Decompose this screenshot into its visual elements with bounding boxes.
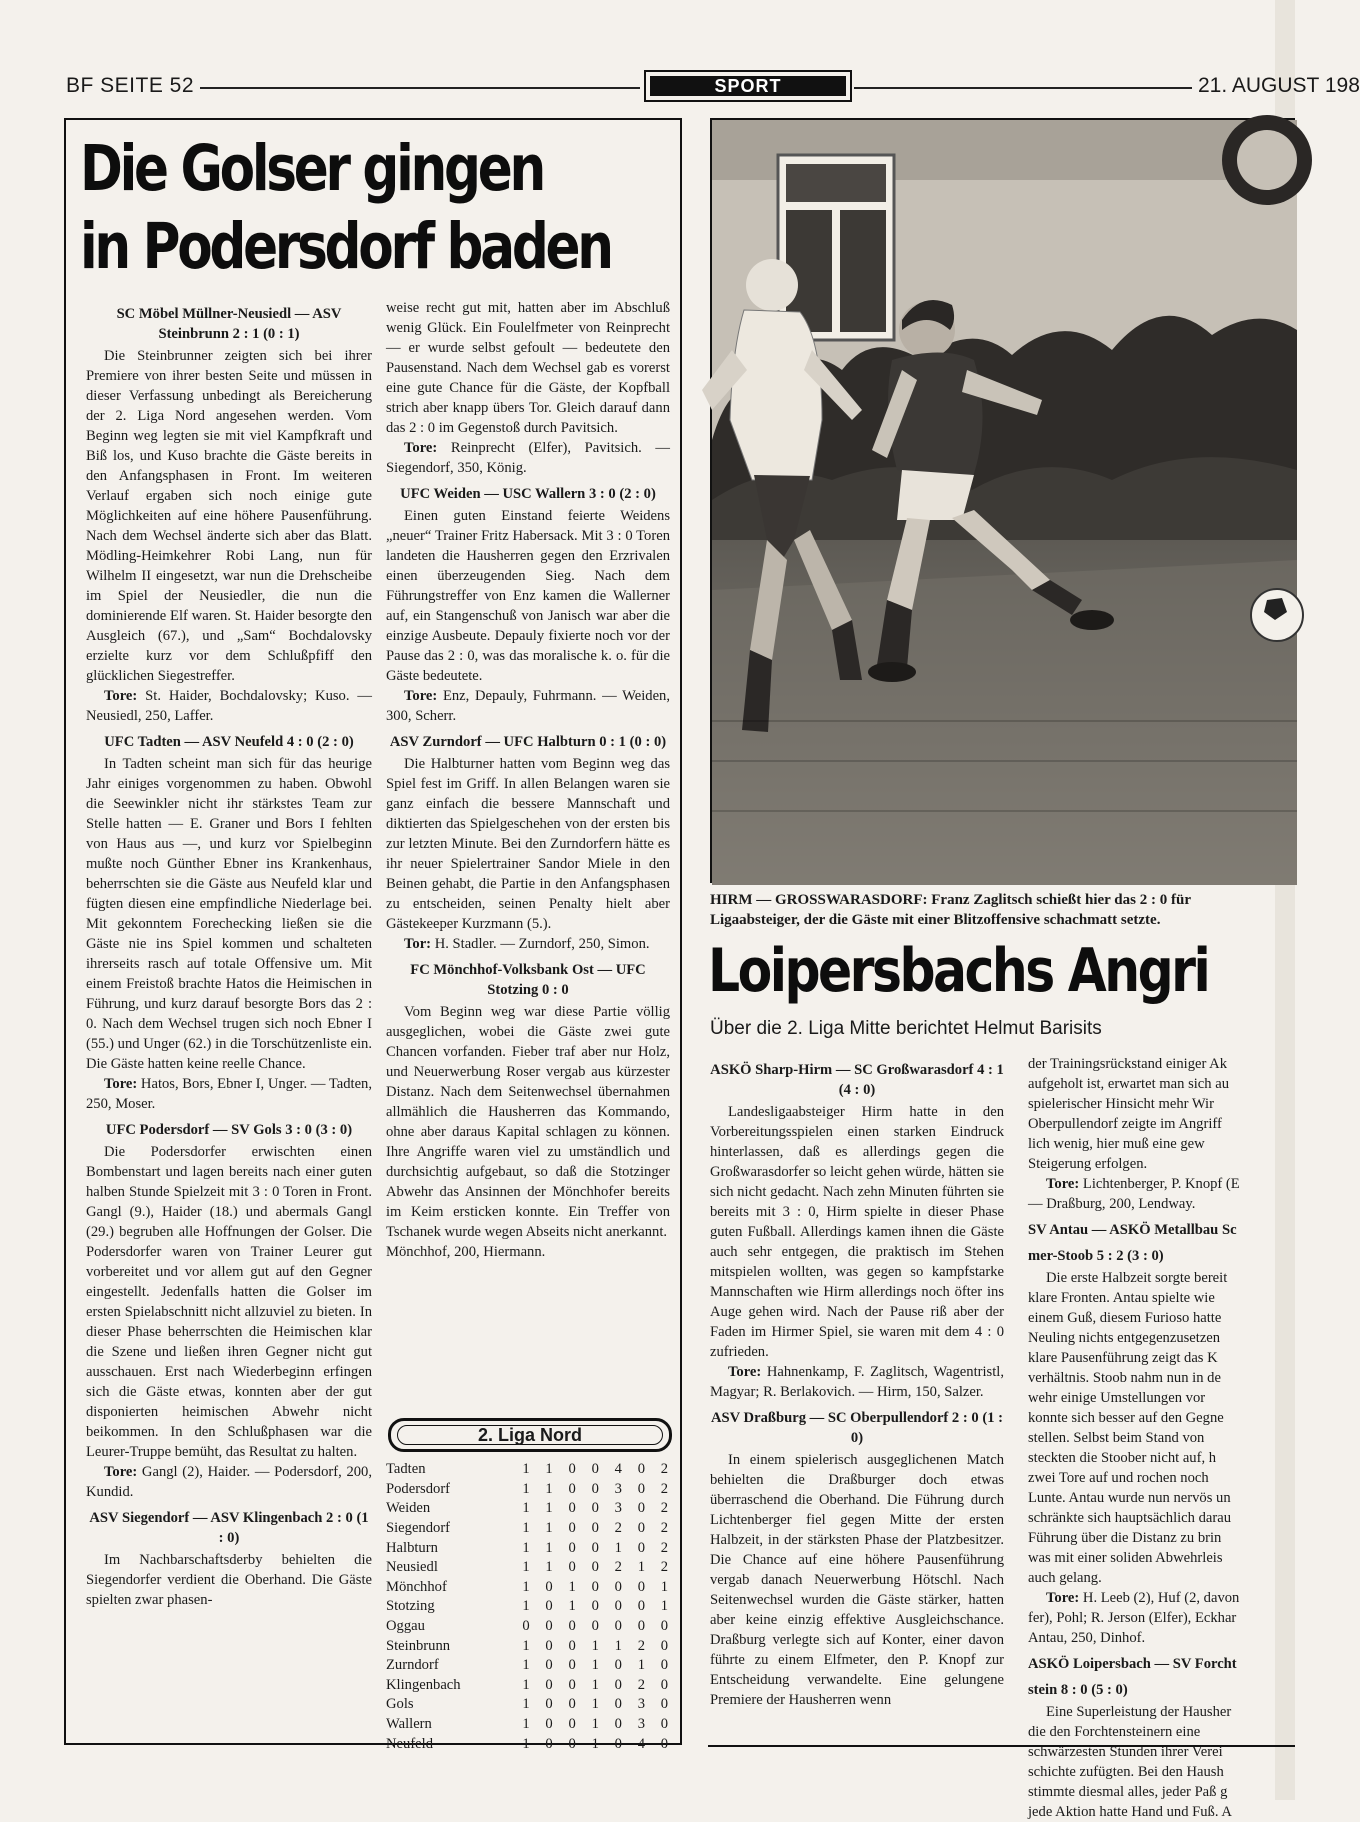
standings-value: 0 <box>568 1637 576 1654</box>
standings-value: 1 <box>591 1716 599 1733</box>
goals-text: Enz, Depauly, Fuhrmann. — Weiden, 300, Scherr. <box>386 688 670 724</box>
match-heading: stein 8 : 0 (5 : 0) <box>1028 1682 1128 1698</box>
goals-line <box>386 686 670 726</box>
standings-row <box>386 1558 676 1578</box>
standings-value: 0 <box>568 1539 576 1556</box>
standings-value: 2 <box>660 1461 669 1478</box>
match-heading: ASKÖ Sharp-Hirm — SC Großwarasdorf 4 : 1 (4 : 0) <box>710 1062 1004 1098</box>
article-paragraph: Steigerung erfolgen. <box>1028 1156 1148 1172</box>
standings-value: 0 <box>568 1500 576 1517</box>
standings-value: 0 <box>568 1696 576 1713</box>
article-subhead: Über die 2. Liga Mitte berichtet Helmut Barisits <box>710 1018 1102 1039</box>
standings-value: 0 <box>660 1735 669 1752</box>
standings-row <box>386 1460 676 1480</box>
goals-label: Tore: <box>104 1464 138 1480</box>
article-headline <box>80 130 611 286</box>
goals-text: H. Stadler. — Zurndorf, 250, Simon. <box>434 936 650 952</box>
standings-value: 0 <box>522 1618 530 1635</box>
goals-text: H. Leeb (2), Huf (2, davon <box>1082 1590 1240 1606</box>
article-golser <box>64 118 682 1752</box>
standings-value: 0 <box>568 1716 576 1733</box>
standings-value: 0 <box>614 1598 622 1615</box>
standings-value: 0 <box>637 1480 646 1497</box>
standings-value: 0 <box>545 1716 553 1733</box>
article-paragraph: klare Fronten. Antau spielte wie <box>1028 1290 1215 1306</box>
team-name: Gols <box>386 1696 414 1713</box>
standings-value: 2 <box>637 1637 646 1654</box>
article-paragraph: Die Steinbrunner zeigten sich bei ihrer Premiere von ihrer besten Seite und müssen in dieser Verfassung unbedingt als Bereicherung der 2. Liga Nord angesehen werden. Vom Beginn weg legten sie mit viel Kampfkraft und Biß los, und Kuso brachte die Gäste bereits in den Anfangsphasen in Front. Im weiteren Verlauf ergaben sich noch einige gute Möglichkeiten auf eine höhere Pausenführung. Nach dem Wechsel änderte sich aber das Blatt. Mödling-Heimkehrer Robi Lang, nun für Wilhelm II eingesetzt, war nun die Drehscheibe im Spiel der Neusiedler, die nun die dominierende Elf waren. St. Haider besorgte den Ausgleich (67.), und „Sam“ Bochdalovsky erzielte kurz vor dem Schlußpfiff den glücklichen Siegestreffer. <box>86 348 372 684</box>
standings-value: 0 <box>568 1657 576 1674</box>
standings-table <box>386 1460 676 1754</box>
article-column-4 <box>1028 1054 1295 1820</box>
standings-value: 1 <box>522 1539 530 1556</box>
standings-value: 0 <box>660 1657 669 1674</box>
standings-value: 0 <box>660 1618 669 1635</box>
match-heading: ASKÖ Loipersbach — SV Forcht <box>1028 1656 1237 1672</box>
goals-line <box>1028 1588 1295 1608</box>
standings-value: 2 <box>660 1559 669 1576</box>
goals-text: Gangl (2), Haider. — Podersdorf, 200, Kundid. <box>86 1464 372 1500</box>
standings-value: 0 <box>660 1676 669 1693</box>
article-paragraph: Mönchhof, 200, Hiermann. <box>386 1244 546 1260</box>
article-paragraph: schränkte sich hauptsächlich darau <box>1028 1510 1232 1526</box>
article-column-1 <box>86 298 372 1733</box>
article-paragraph: Antau, 250, Dinhof. <box>1028 1630 1146 1646</box>
goals-text: Hatos, Bors, Ebner I, Unger. — Tadten, 250, Moser. <box>86 1076 372 1112</box>
article-paragraph: spielerischer Hinsicht mehr Wir <box>1028 1096 1214 1112</box>
match-heading: ASV Siegendorf — ASV Klingenbach 2 : 0 (1 : 0) <box>89 1510 369 1546</box>
standings-value: 0 <box>637 1500 646 1517</box>
standings-value: 0 <box>637 1618 646 1635</box>
article-paragraph: weise recht gut mit, hatten aber im Abschluß wenig Glück. Ein Foulelfmeter von Reinprecht — er wurde selbst gefoult — bedeutete den Pausenstand. Nach dem Wechsel gab es vorerst eine gute Chance für die Gäste, der Kopfball strich aber knapp übers Tor. Gleich darauf dann das 2 : 0 im Gegenstoß durch Pavitsich. <box>386 300 670 436</box>
issue-date: 21. AUGUST 198 <box>1198 74 1360 97</box>
article-paragraph: Einen guten Einstand feierte Weidens „neuer“ Trainer Fritz Habersack. Mit 3 : 0 Toren landeten die Hausherren gegen den Erzrivalen einen überzeugenden Sieg. Nach dem Führungstreffer von Enz kamen die Wallerner auf, ein Stangenschuß von Janisch war aber die einzige Ausbeute. Depauly fixierte noch vor der Pause das 2 : 0, was das moralische k. o. für die Gäste bedeutete. <box>386 508 670 684</box>
standings-value: 2 <box>660 1500 669 1517</box>
standings-value: 1 <box>568 1598 576 1615</box>
team-name: Neufeld <box>386 1735 434 1752</box>
team-name: Wallern <box>386 1716 432 1733</box>
article-paragraph: was mit einer soliden Abwehrleis <box>1028 1550 1223 1566</box>
standings-value: 0 <box>614 1618 622 1635</box>
article-paragraph: konnte sich besser auf den Gegne <box>1028 1410 1224 1426</box>
article-paragraph: Neuling nichts entgegenzusetzen <box>1028 1330 1221 1346</box>
article-paragraph: die den Forchtensteinern eine <box>1028 1724 1201 1740</box>
standings-value: 2 <box>614 1520 622 1537</box>
article-paragraph: In Tadten scheint man sich für das heurige Jahr einiges vorgenommen zu haben. Obwohl die Seewinkler nicht ihr stärkstes Team zur Stelle hatten — E. Graner und Bors I fehlten von Haus aus —, und kurz vor Spielbeginn mußte noch Günther Ebner ins Krankenhaus, beherrschten sie die Gäste aus Neufeld klar und fügten diesen eine empfindliche Niederlage bei. Mit gekonntem Forechecking ließen sie die Gäste nie ins Spiel kommen und schalteten ihrerseits rasch auf totale Offensive um. Mit einem Freistoß brachte Hatos die Heimischen in Führung, und kurz darauf besorgte Bors das 2 : 0. Nach dem Wechsel trugen sich noch Ebner I (55.) und Unger (62.) in die Torschützenliste ein. Die Gäste hatten keine reelle Chance. <box>86 756 372 1072</box>
goals-label: Tore: <box>1046 1176 1080 1192</box>
page-number: BF SEITE 52 <box>66 74 195 97</box>
standings-value: 0 <box>637 1520 646 1537</box>
article-paragraph: Im Nachbarschaftsderby behielten die Siegendorfer verdient die Oberhand. Die Gäste spielten zwar phasen- <box>86 1552 372 1608</box>
goals-label: Tore: <box>104 688 138 704</box>
standings-value: 3 <box>637 1716 646 1733</box>
standings-value: 0 <box>591 1559 599 1576</box>
standings-value: 2 <box>614 1559 622 1576</box>
header-rule-left <box>200 87 640 89</box>
standings-value: 3 <box>614 1500 622 1517</box>
standings-row <box>386 1499 676 1519</box>
article-paragraph: fer), Pohl; R. Jerson (Elfer), Eckhar <box>1028 1610 1237 1626</box>
goals-text: Lichtenberger, P. Knopf (E <box>1082 1176 1240 1192</box>
football <box>1251 589 1303 641</box>
standings-value: 0 <box>545 1657 553 1674</box>
standings-value: 1 <box>614 1539 622 1556</box>
article-paragraph: Die erste Halbzeit sorgte bereit <box>1046 1270 1228 1286</box>
standings-value: 1 <box>568 1578 576 1595</box>
article-paragraph: einem Guß, diesem Furioso hatte <box>1028 1310 1222 1326</box>
article-paragraph: lich wenig, hier muß eine gew <box>1028 1136 1205 1152</box>
match-heading: UFC Tadten — ASV Neufeld 4 : 0 (2 : 0) <box>104 734 354 750</box>
team-name: Neusiedl <box>386 1559 438 1576</box>
article-paragraph: Die Halbturner hatten vom Beginn weg das Spiel fest im Griff. In allen Belangen waren sie ganz einfach die bessere Mannschaft und diktierten das Spielgeschehen von der ersten bis zur letzten Minute. Bei den Zurndorfern hätte es ihr neuer Spielertrainer Sandor Miele in den Beinen gehabt, die Partie in den Anfangsphasen zu entscheiden, seinen Penalty hielt aber Gästekeeper Kurzmann (5.). <box>386 756 670 932</box>
section-label: SPORT <box>650 76 846 96</box>
standings-value: 1 <box>522 1696 530 1713</box>
standings-value: 1 <box>591 1735 599 1752</box>
standings-row <box>386 1636 676 1656</box>
goals-label: Tore: <box>1046 1590 1080 1606</box>
goals-text: St. Haider, Bochdalovsky; Kuso. — Neusiedl, 250, Laffer. <box>86 688 373 724</box>
standings-value: 0 <box>568 1676 576 1693</box>
photo-caption <box>710 890 1295 930</box>
standings-value: 1 <box>522 1676 530 1693</box>
standings-value: 0 <box>545 1598 553 1615</box>
standings-value: 1 <box>591 1657 599 1674</box>
team-name: Podersdorf <box>386 1480 451 1497</box>
standings-value: 1 <box>522 1716 530 1733</box>
article-paragraph: schwärzesten Stunden ihrer Verei <box>1028 1744 1223 1760</box>
standings-value: 0 <box>545 1676 553 1693</box>
standings-value: 1 <box>660 1598 669 1615</box>
team-name: Halbturn <box>386 1539 438 1556</box>
team-name: Mönchhof <box>386 1578 447 1595</box>
standings-value: 3 <box>614 1480 622 1497</box>
caption-line-1: HIRM — GROSSWARASDORF: Franz Zaglitsch schießt hier das 2 : 0 für <box>710 892 1191 908</box>
article-paragraph: Führung über die Distanz zu brin <box>1028 1530 1222 1546</box>
standings-value: 4 <box>637 1735 646 1752</box>
match-heading: mer-Stoob 5 : 2 (3 : 0) <box>1028 1248 1164 1264</box>
team-name: Zurndorf <box>386 1657 439 1674</box>
article-paragraph: verhältnis. Stoob nahm nun in de <box>1028 1370 1221 1386</box>
team-name: Weiden <box>386 1500 431 1517</box>
standings-value: 0 <box>545 1735 553 1752</box>
standings-value: 1 <box>591 1696 599 1713</box>
standings-value: 0 <box>545 1618 553 1635</box>
standings-row <box>386 1617 676 1637</box>
standings-row <box>386 1578 676 1598</box>
standings-value: 1 <box>545 1461 553 1478</box>
team-name: Oggau <box>386 1618 425 1635</box>
standings-value: 1 <box>522 1657 530 1674</box>
bottom-rule <box>708 1745 1295 1747</box>
standings-value: 1 <box>522 1559 530 1576</box>
match-heading: UFC Weiden — USC Wallern 3 : 0 (2 : 0) <box>400 486 656 502</box>
team-name: Steinbrunn <box>386 1637 451 1654</box>
standings-value: 0 <box>614 1735 622 1752</box>
match-heading: ASV Draßburg — SC Oberpullendorf 2 : 0 (1 : 0) <box>710 1410 1004 1446</box>
standings-value: 0 <box>614 1676 622 1693</box>
match-heading: UFC Podersdorf — SV Gols 3 : 0 (3 : 0) <box>105 1122 353 1138</box>
standings-value: 0 <box>637 1598 646 1615</box>
standings-value: 0 <box>614 1657 622 1674</box>
goals-line <box>86 1462 372 1502</box>
standings-value: 1 <box>545 1520 553 1537</box>
standings-value: 0 <box>568 1480 576 1497</box>
photo-football-scene <box>712 120 1297 885</box>
article-paragraph: klare Pausenführung zeigt das K <box>1028 1350 1218 1366</box>
standings-row <box>386 1715 676 1735</box>
standings-value: 1 <box>522 1480 530 1497</box>
standings-value: 0 <box>568 1735 576 1752</box>
goals-line <box>86 686 372 726</box>
standings-value: 1 <box>545 1480 553 1497</box>
article-paragraph: schichte zufügten. Bei den Haush <box>1028 1764 1224 1780</box>
standings-value: 1 <box>637 1559 646 1576</box>
article-paragraph: Vom Beginn weg war diese Partie völlig ausgeglichen, wobei die Gäste zwei gute Chancen vorfanden. Fieber traf aber nur Holz, und Neuerwerbung Roser vergab aus kürzester Distanz. Nach dem Seitenwechsel übernahmen allmählich die Hausherren das Kommando, ohne aber daraus Kapital schlagen zu können. Ihre Angriffe waren viel zu umständlich und durchsichtig aufgebaut, so daß die Stotzinger Abwehr das Ansinnen der Mönchhofer bereits im Keim ersticken konnte. Ein Treffer von Tschanek wurde wegen Abseits nicht anerkannt. <box>386 1004 670 1240</box>
team-name: Siegendorf <box>386 1520 451 1537</box>
match-heading: FC Mönchhof-Volksbank Ost — UFC Stotzing 0 : 0 <box>410 962 646 998</box>
standings-value: 0 <box>614 1696 622 1713</box>
standings-row <box>386 1734 676 1754</box>
article-headline-loipersbach: Loipersbachs Angri <box>708 936 1209 1006</box>
standings-value: 1 <box>522 1637 530 1654</box>
standings-value: 0 <box>545 1637 553 1654</box>
standings-value: 0 <box>568 1559 576 1576</box>
caption-line-2: Ligaabsteiger, der die Gäste mit einer Blitzoffensive schachmatt setzte. <box>710 912 1161 928</box>
standings-value: 0 <box>591 1461 599 1478</box>
standings-row <box>386 1676 676 1696</box>
standings-value: 0 <box>591 1500 599 1517</box>
standings-value: 0 <box>591 1539 599 1556</box>
standings-value: 0 <box>591 1578 599 1595</box>
standings-value: 2 <box>660 1539 669 1556</box>
standings-row <box>386 1519 676 1539</box>
article-column-2 <box>386 298 670 1466</box>
article-paragraph: — Draßburg, 200, Lendway. <box>1028 1196 1196 1212</box>
standings-value: 0 <box>637 1578 646 1595</box>
article-paragraph: In einem spielerisch ausgeglichenen Match behielten die Draßburger doch etwas überraschend die Oberhand. Die Führung durch Lichtenberger fiel gegen Mitte der ersten Halbzeit, in der stärksten Phase der Platzbesitzer. Die Chance auf eine höhere Pausenführung vergab danach Neuerwerbung Hötschl. Nach Seitenwechsel wurden die Gäste stärker, hatten aber keine einzig effektive Ausgleichschance. Draßburg verlegte sich auf Konter, einer davon führte zu einem Elfmeter, den P. Knopf zur Entscheidung verwandelte. Eine gelungene Premiere der Hausherren wenn <box>710 1452 1004 1708</box>
standings-value: 0 <box>614 1578 622 1595</box>
page-header <box>66 70 1360 104</box>
standings-value: 0 <box>614 1716 622 1733</box>
goals-label: Tore: <box>104 1076 138 1092</box>
match-heading: SV Antau — ASKÖ Metallbau Sc <box>1028 1222 1237 1238</box>
standings-value: 0 <box>637 1539 646 1556</box>
article-column-3 <box>710 1054 1004 1744</box>
article-paragraph: Eine Superleistung der Hausher <box>1046 1704 1232 1720</box>
standings-value: 0 <box>591 1598 599 1615</box>
standings-value: 1 <box>591 1637 599 1654</box>
standings-value: 2 <box>637 1676 646 1693</box>
section-label-box <box>644 70 852 102</box>
standings-value: 1 <box>545 1559 553 1576</box>
standings-value: 1 <box>660 1578 669 1595</box>
goals-line <box>1028 1174 1295 1194</box>
goals-label: Tore: <box>728 1364 762 1380</box>
article-paragraph: Die Podersdorfer erwischten einen Bombenstart und lagen bereits nach einer guten halben Stunde Spielzeit mit 3 : 0 Toren in Front. Gangl (9.), Haider (18.) und abermals Gangl (29.) begruben alle Hoffnungen der Golser. Die Podersdorfer waren von Trainer Leurer gut vorbereitet und vor allem gut auf den Gegner eingestellt. Jedenfalls hatten die Golser im ersten Spielabschnitt nicht allzuviel zu bieten. In dieser Phase beherrschten die Heimischen klar die Szene und ließen ihren Gegner nicht gut ausschauen. Erst nach Wiederbeginn erfingen sich die Gäste etwas, konnten aber der gut disponierten heimischen Abwehr nicht beikommen. In den Schlußphasen war die Leurer-Truppe bemüht, das Resultat zu halten. <box>86 1144 372 1460</box>
standings-value: 4 <box>614 1461 622 1478</box>
standings-value: 1 <box>522 1461 530 1478</box>
standings-value: 0 <box>660 1696 669 1713</box>
standings-row <box>386 1695 676 1715</box>
standings-title-box <box>388 1418 672 1452</box>
headline-line-1: Die Golser gingen <box>80 132 543 205</box>
article-paragraph: Lunte. Antau wurde nun nervös un <box>1028 1490 1231 1506</box>
match-heading: ASV Zurndorf — UFC Halbturn 0 : 1 (0 : 0) <box>389 734 667 750</box>
standings-value: 2 <box>660 1520 669 1537</box>
standings-value: 1 <box>545 1500 553 1517</box>
match-heading: SC Möbel Müllner-Neusiedl — ASV Steinbrunn 2 : 1 (0 : 1) <box>116 306 342 342</box>
article-paragraph: stellen. Selbst beim Stand von <box>1028 1430 1205 1446</box>
goals-label: Tore: <box>404 440 438 456</box>
article-paragraph: steckten die Stoober nicht auf, h <box>1028 1450 1217 1466</box>
standings-value: 0 <box>545 1578 553 1595</box>
standings-value: 1 <box>522 1735 530 1752</box>
standings-title: 2. Liga Nord <box>397 1425 663 1445</box>
article-paragraph: wehr einige Umstellungen vor <box>1028 1390 1206 1406</box>
article-paragraph: Landesligaabsteiger Hirm hatte in den Vorbereitungsspielen einen starken Eindruck hinterlassen, daß es allerdings gegen die Großwarasdorfer so leicht gehen würde, hätten sie sich nicht gedacht. Nach zehn Minuten führten sie bereits mit 3 : 0, Hirm spielte in dieser Phase guten Fußball. Allerdings kamen ihnen die Gäste auch sehr entgegen, die praktisch im Stehen mitspielen wollten, was gegen so kampfstarke Mannschaften wie Hirm allerdings noch öfter ins Auge gehen wird. Nach der Pause riß aber der Faden im Hirmer Spiel, sie waren mit dem 4 : 0 zufrieden. <box>710 1104 1004 1360</box>
standings-value: 1 <box>591 1676 599 1693</box>
standings-value: 0 <box>591 1520 599 1537</box>
goals-text: Reinprecht (Elfer), Pavitsich. — Siegendorf, 350, König. <box>386 440 670 476</box>
standings-value: 1 <box>522 1500 530 1517</box>
standings-value: 1 <box>614 1637 622 1654</box>
standings-value: 0 <box>637 1461 646 1478</box>
team-name: Klingenbach <box>386 1676 461 1693</box>
header-rule-right <box>854 87 1192 89</box>
standings-value: 0 <box>591 1480 599 1497</box>
headline-line-2: in Podersdorf baden <box>80 210 611 283</box>
standings-value: 0 <box>545 1696 553 1713</box>
goals-text: Hahnenkamp, F. Zaglitsch, Wagentristl, Magyar; R. Berlakovich. — Hirm, 150, Salzer. <box>710 1364 1004 1400</box>
goals-line <box>86 1074 372 1114</box>
standings-value: 3 <box>637 1696 646 1713</box>
standings-row <box>386 1597 676 1617</box>
standings-value: 1 <box>522 1578 530 1595</box>
goals-label: Tor: <box>404 936 432 952</box>
standings-value: 1 <box>545 1539 553 1556</box>
goals-label: Tore: <box>404 688 438 704</box>
standings-value: 0 <box>568 1618 576 1635</box>
standings-row <box>386 1480 676 1500</box>
article-paragraph: jede Aktion hatte Hand und Fuß. A <box>1028 1804 1232 1820</box>
standings-value: 0 <box>568 1520 576 1537</box>
article-paragraph: der Trainingsrückstand einiger Ak <box>1028 1056 1228 1072</box>
standings-value: 1 <box>522 1520 530 1537</box>
standings-value: 1 <box>637 1657 646 1674</box>
standings-value: 0 <box>660 1637 669 1654</box>
goals-line <box>710 1362 1004 1402</box>
article-paragraph: stimmte diesmal alles, jeder Paß g <box>1028 1784 1228 1800</box>
article-paragraph: auch gelang. <box>1028 1570 1102 1586</box>
goals-line <box>386 438 670 478</box>
standings-value: 2 <box>660 1480 669 1497</box>
article-paragraph: zwei Tore auf und rochen noch <box>1028 1470 1209 1486</box>
article-paragraph: Oberpullendorf zeigte im Angriff <box>1028 1116 1222 1132</box>
standings-row <box>386 1538 676 1558</box>
article-paragraph: aufgeholt ist, erwartet man sich au <box>1028 1076 1229 1092</box>
standings-value: 0 <box>591 1618 599 1635</box>
standings-value: 0 <box>568 1461 576 1478</box>
standings-value: 1 <box>522 1598 530 1615</box>
standings-row <box>386 1656 676 1676</box>
standings-value: 0 <box>660 1716 669 1733</box>
team-name: Tadten <box>386 1461 426 1478</box>
match-photo <box>710 118 1295 883</box>
goals-line <box>386 934 670 954</box>
team-name: Stotzing <box>386 1598 435 1615</box>
